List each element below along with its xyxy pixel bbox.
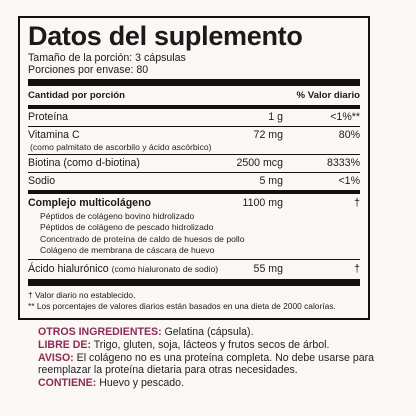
supplement-facts-panel <box>18 16 370 320</box>
nutrient-row-vitamin-c <box>28 127 360 154</box>
complex-dv: † <box>354 197 360 209</box>
hyaluronic-amount: 55 mg <box>253 262 283 275</box>
complex-ingredient: Concentrado de proteína de caldo de huesos de pollo <box>40 233 245 244</box>
panel-title: Datos del suplemento <box>28 21 303 51</box>
nutrient-source: (como palmitato de ascorbilo y ácido ascórbico) <box>30 142 212 152</box>
nutrient-name: Sodio <box>28 175 56 187</box>
serving-size: Tamaño de la porción: 3 cápsulas <box>28 52 186 64</box>
nutrient-dv: 80% <box>338 129 360 141</box>
contains-label: CONTIENE: <box>38 377 97 390</box>
nutrient-dv: <1% <box>338 175 360 187</box>
warning-label: AVISO: <box>38 351 74 364</box>
hyaluronic-source: (como hialuronato de sodio) <box>111 263 219 274</box>
warning <box>38 352 410 378</box>
nutrient-row-protein <box>28 109 360 126</box>
thick-divider <box>28 79 360 86</box>
other-ingredients-label: OTROS INGREDIENTES: <box>38 326 162 338</box>
complex-ingredient: Péptidos de colágeno bovino hidrolizado <box>40 211 195 221</box>
other-ingredients-text: Gelatina (cápsula). <box>161 326 254 338</box>
complex-ingredient: Péptidos de colágeno de pescado hidrolizado <box>40 222 214 233</box>
warning-text: El colágeno no es una proteína completa. No debe usarse para reemplazar la proteína dietaria para otras necesidades. <box>38 351 375 377</box>
complex-row <box>28 194 360 211</box>
nutrient-name: Vitamina C <box>28 129 80 141</box>
free-from <box>38 339 410 352</box>
nutrient-amount: 1 g <box>268 111 283 123</box>
hyaluronic-name: Ácido hialurónico <box>28 262 109 275</box>
nutrient-name: Proteína <box>28 111 69 123</box>
nutrient-dv: 8333% <box>327 157 360 169</box>
nutrient-name: Biotina (como d-biotina) <box>28 157 140 169</box>
contains <box>38 377 410 390</box>
free-from-label: LIBRE DE: <box>38 338 91 351</box>
thick-divider <box>28 279 360 286</box>
nutrient-amount: 72 mg <box>253 129 283 141</box>
hyaluronic-row <box>28 260 360 279</box>
nutrient-dv: <1%** <box>330 111 360 123</box>
nutrient-row-sodium <box>28 173 360 190</box>
ingredient-info <box>38 326 410 390</box>
nutrient-amount: 2500 mcg <box>236 157 283 169</box>
servings-per-container: Porciones por envase: 80 <box>28 64 149 76</box>
free-from-text: Trigo, gluten, soja, lácteos y frutos secos de árbol. <box>90 338 330 351</box>
footnote-calories: ** Los porcentajes de valores diarios están basados en una dieta de 2000 calorías. <box>28 300 336 311</box>
complex-amount: 1100 mg <box>242 197 283 209</box>
contains-text: Huevo y pescado. <box>96 377 185 390</box>
header-dv: % Valor diario <box>296 90 360 101</box>
hyaluronic-dv: † <box>354 262 360 275</box>
complex-ingredient: Colágeno de membrana de cáscara de huevo <box>40 245 215 256</box>
header-amount: Cantidad por porción <box>28 90 126 101</box>
complex-name: Complejo multicolágeno <box>28 197 152 209</box>
footnote-dv: † Valor diario no establecido. <box>28 289 136 300</box>
nutrient-row-biotin <box>28 155 360 172</box>
column-header <box>28 86 360 105</box>
other-ingredients <box>38 326 410 339</box>
nutrient-amount: 5 mg <box>259 175 283 187</box>
